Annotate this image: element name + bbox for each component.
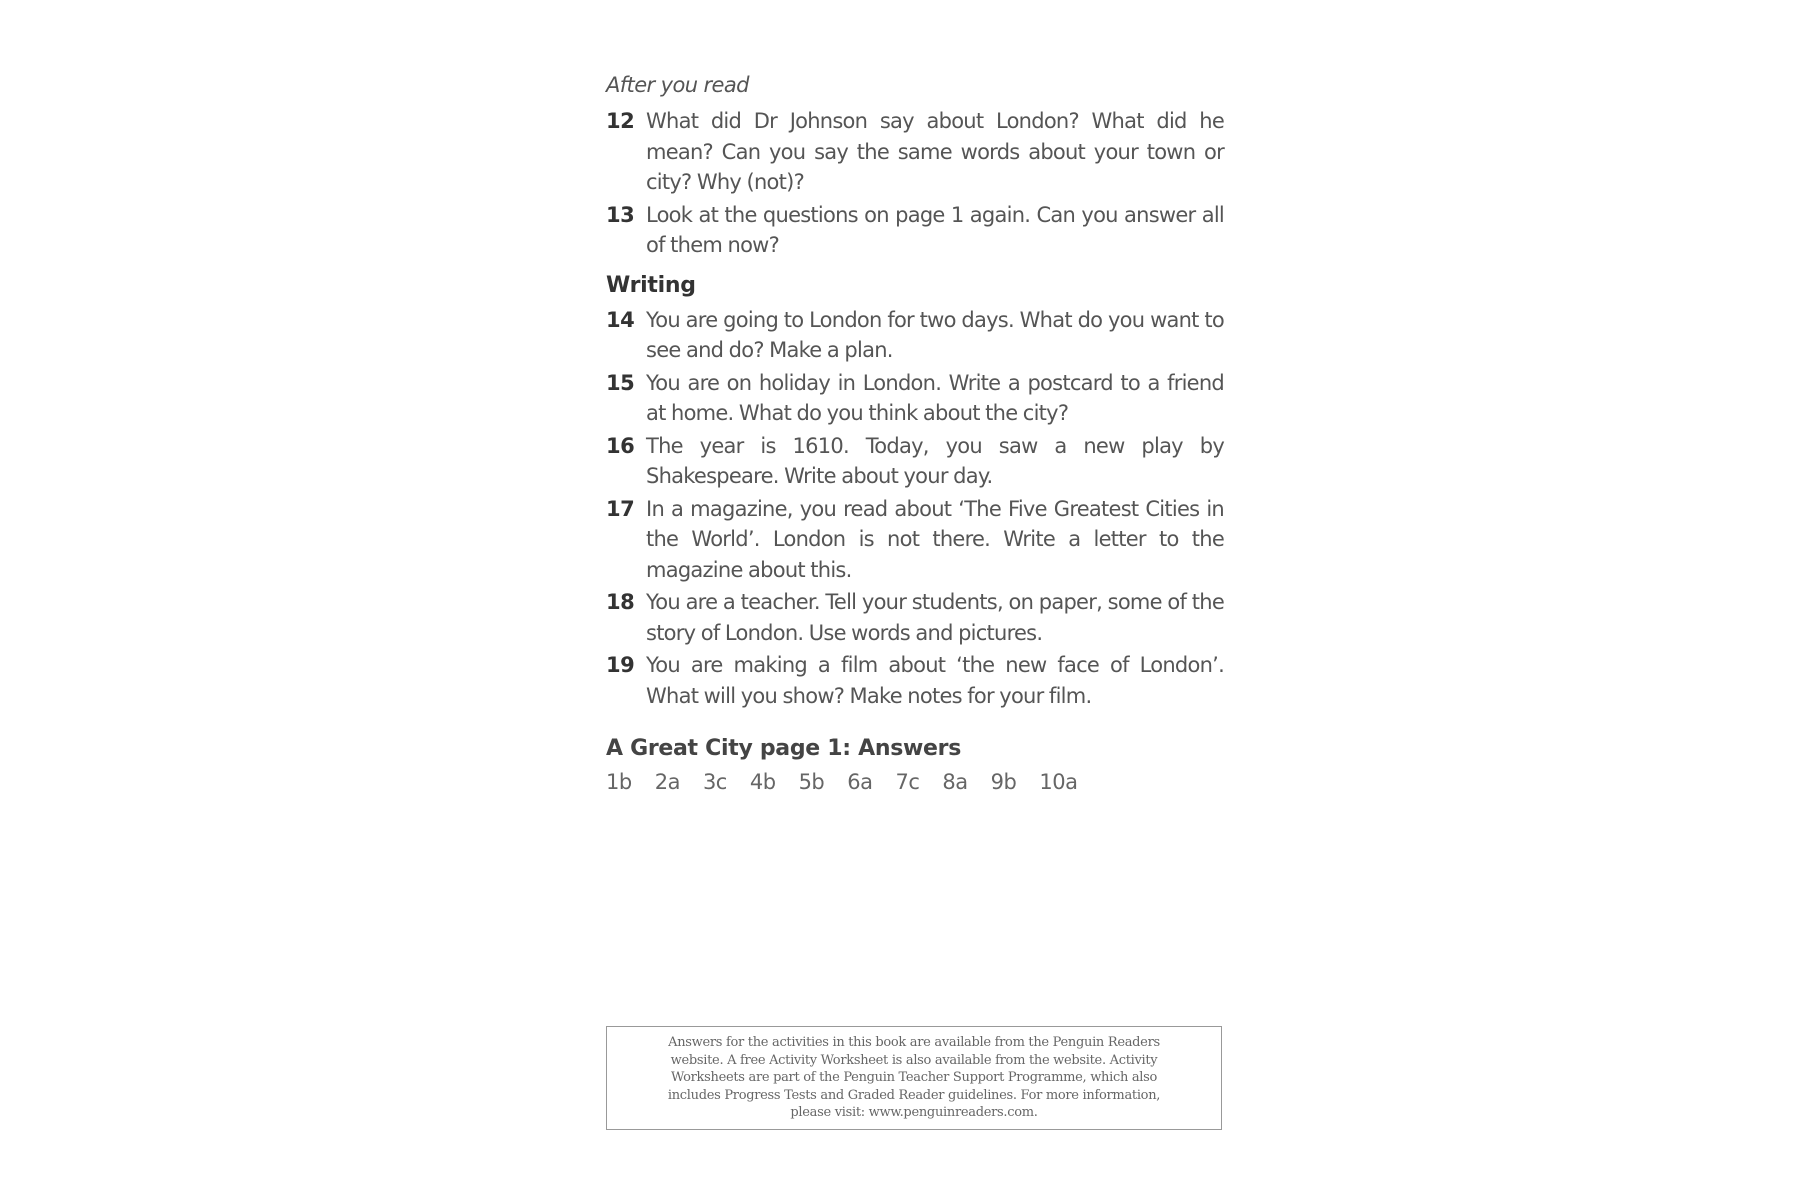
question-text: In a magazine, you read about ‘The Five Greatest Cities in the World’. London is not there. Write a letter to the magazine about this. xyxy=(646,496,1224,582)
answer-item: 6a xyxy=(847,770,873,794)
question-number: 14 xyxy=(606,307,635,332)
worksheet-page xyxy=(606,70,1224,797)
question-number: 13 xyxy=(606,202,635,227)
answer-item: 10a xyxy=(1039,770,1078,794)
question-text: You are making a film about ‘the new face of London’. What will you show? Make notes for your film. xyxy=(646,653,1224,708)
question-item xyxy=(606,200,1224,261)
answer-item: 3c xyxy=(702,770,727,794)
question-text: What did Dr Johnson say about London? What did he mean? Can you say the same words about your town or city? Why (not)? xyxy=(646,109,1224,194)
question-number: 12 xyxy=(606,109,635,133)
question-text: You are going to London for two days. What do you want to see and do? Make a plan. xyxy=(646,307,1224,362)
answers-heading: A Great City page 1: Answers xyxy=(606,736,961,761)
question-number: 17 xyxy=(606,496,635,521)
question-number: 15 xyxy=(606,370,635,395)
question-item xyxy=(606,587,1224,648)
website-notice-box xyxy=(606,1026,1222,1130)
question-number: 18 xyxy=(606,590,635,614)
question-text: Look at the questions on page 1 again. Can you answer all of them now? xyxy=(646,202,1224,257)
writing-heading: Writing xyxy=(606,272,696,298)
question-item xyxy=(606,494,1224,586)
after-you-read-heading: After you read xyxy=(606,73,749,97)
answer-item: 2a xyxy=(654,770,680,794)
question-item xyxy=(606,368,1224,429)
question-item xyxy=(606,431,1224,492)
question-text: The year is 1610. Today, you saw a new play by Shakespeare. Write about your day. xyxy=(646,433,1224,488)
question-item xyxy=(606,650,1224,711)
answer-item: 8a xyxy=(942,770,968,794)
question-item xyxy=(606,305,1224,366)
question-number: 16 xyxy=(606,433,635,458)
question-text: You are a teacher. Tell your students, on paper, some of the story of London. Use words and pictures. xyxy=(646,590,1224,645)
question-item xyxy=(606,106,1224,198)
answer-item: 7c xyxy=(895,770,920,794)
website-notice-text: Answers for the activities in this book are available from the Penguin Readers website. A free Activity Worksheet is also available from the website. Activity Worksheets are part of the Penguin Teacher Support Programme, which also includes Progress Tests and Graded Reader guidelines. For more information, please visit: www.penguinreaders.com. xyxy=(667,1035,1161,1120)
answers-list xyxy=(606,767,1224,797)
answer-item: 5b xyxy=(798,770,825,794)
answer-item: 9b xyxy=(990,770,1017,794)
answer-item: 4b xyxy=(749,770,776,794)
answer-item: 1b xyxy=(606,770,632,794)
question-number: 19 xyxy=(606,653,635,677)
question-text: You are on holiday in London. Write a postcard to a friend at home. What do you think about the city? xyxy=(646,370,1224,425)
